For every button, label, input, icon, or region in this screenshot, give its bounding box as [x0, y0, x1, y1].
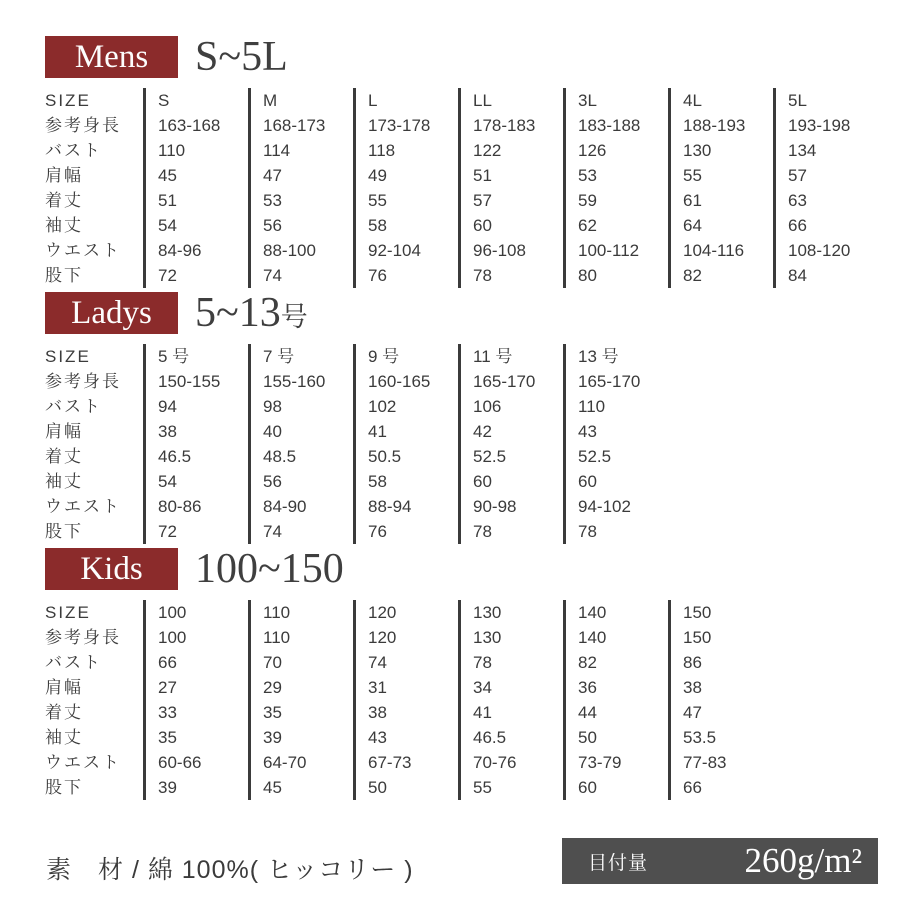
- size-value-cell: 31: [368, 678, 387, 697]
- size-value-cell: 94: [158, 397, 177, 416]
- size-value-cell: 50.5: [368, 447, 402, 466]
- mens-size-column: [458, 88, 563, 288]
- mens-size-column: [248, 88, 353, 288]
- row-label: ウエスト: [45, 753, 121, 772]
- size-value-cell: 53.5: [683, 728, 717, 747]
- size-value-cell: 63: [788, 191, 807, 210]
- fabric-weight-label: 目付量: [588, 852, 649, 874]
- row-label: 袖丈: [45, 216, 83, 235]
- size-value-cell: 50: [578, 728, 597, 747]
- size-value-cell: 35: [158, 728, 177, 747]
- size-value-cell: 60: [578, 778, 597, 797]
- section-ladys-header: [45, 290, 668, 337]
- size-value-cell: 29: [263, 678, 282, 697]
- kids-size-column: [563, 600, 668, 800]
- size-value-cell: 67-73: [368, 753, 412, 772]
- size-value-cell: 73-79: [578, 753, 622, 772]
- kids-badge: Kids: [45, 548, 178, 590]
- size-value-cell: 61: [683, 191, 702, 210]
- size-value-cell: 150-155: [158, 372, 221, 391]
- size-column-header: 11 号: [473, 347, 513, 366]
- size-value-cell: 108-120: [788, 241, 851, 260]
- size-value-cell: 78: [473, 522, 492, 541]
- size-value-cell: 82: [578, 653, 597, 672]
- ladys-size-column: [353, 344, 458, 544]
- size-value-cell: 188-193: [683, 116, 746, 135]
- size-value-cell: 183-188: [578, 116, 641, 135]
- size-value-cell: 140: [578, 628, 607, 647]
- row-label: SIZE: [45, 347, 91, 366]
- size-column-header: L: [368, 91, 378, 110]
- size-value-cell: 42: [473, 422, 492, 441]
- section-mens-header: [45, 34, 878, 81]
- mens-size-column: [668, 88, 773, 288]
- size-value-cell: 50: [368, 778, 387, 797]
- row-label: 股下: [45, 778, 83, 797]
- ladys-size-table: [45, 344, 668, 544]
- kids-size-range: [195, 546, 344, 593]
- size-value-cell: 76: [368, 266, 387, 285]
- size-column-header: 9 号: [368, 347, 400, 366]
- section-kids-header: [45, 546, 773, 593]
- size-value-cell: 70: [263, 653, 282, 672]
- kids-size-column: [143, 600, 248, 800]
- size-value-cell: 44: [578, 703, 597, 722]
- size-value-cell: 51: [158, 191, 177, 210]
- size-value-cell: 155-160: [263, 372, 326, 391]
- material-text: 素 材 / 綿 100%( ヒッコリー ): [46, 856, 414, 884]
- ladys-size-column: [143, 344, 248, 544]
- size-value-cell: 54: [158, 472, 177, 491]
- size-value-cell: 52.5: [473, 447, 507, 466]
- size-value-cell: 193-198: [788, 116, 851, 135]
- size-value-cell: 57: [473, 191, 492, 210]
- size-value-cell: 55: [473, 778, 492, 797]
- size-value-cell: 168-173: [263, 116, 326, 135]
- kids-size-column: [353, 600, 458, 800]
- size-value-cell: 55: [368, 191, 387, 210]
- size-value-cell: 80: [578, 266, 597, 285]
- size-value-cell: 41: [368, 422, 387, 441]
- row-label: 参考身長: [45, 116, 121, 135]
- size-value-cell: 59: [578, 191, 597, 210]
- size-column-header: LL: [473, 91, 492, 110]
- size-value-cell: 46.5: [158, 447, 192, 466]
- size-value-cell: 122: [473, 141, 502, 160]
- mens-size-column: [143, 88, 248, 288]
- size-value-cell: 35: [263, 703, 282, 722]
- size-value-cell: 78: [578, 522, 597, 541]
- size-value-cell: 90-98: [473, 497, 517, 516]
- size-value-cell: 66: [683, 778, 702, 797]
- row-label: 参考身長: [45, 628, 121, 647]
- row-label: 着丈: [45, 191, 83, 210]
- size-value-cell: 110: [578, 397, 606, 416]
- size-value-cell: 165-170: [578, 372, 641, 391]
- size-value-cell: 60: [473, 216, 492, 235]
- size-value-cell: 100: [158, 628, 187, 647]
- size-value-cell: 72: [158, 522, 177, 541]
- size-value-cell: 54: [158, 216, 177, 235]
- size-value-cell: 84-96: [158, 241, 202, 260]
- size-value-cell: 100-112: [578, 241, 640, 260]
- ladys-size-column: [458, 344, 563, 544]
- size-value-cell: 76: [368, 522, 387, 541]
- size-value-cell: 58: [368, 216, 387, 235]
- size-value-cell: 58: [368, 472, 387, 491]
- size-value-cell: 57: [788, 166, 807, 185]
- size-value-cell: 77-83: [683, 753, 727, 772]
- size-value-cell: 47: [683, 703, 702, 722]
- size-value-cell: 80-86: [158, 497, 202, 516]
- size-value-cell: 74: [263, 266, 282, 285]
- row-label: バスト: [45, 653, 102, 672]
- size-value-cell: 72: [158, 266, 177, 285]
- size-value-cell: 39: [158, 778, 177, 797]
- ladys-size-column: [563, 344, 668, 544]
- size-column-header: S: [158, 91, 170, 110]
- size-value-cell: 102: [368, 397, 397, 416]
- size-column-header: M: [263, 91, 278, 110]
- size-column-header: 3L: [578, 91, 597, 110]
- size-value-cell: 64-70: [263, 753, 307, 772]
- size-value-cell: 64: [683, 216, 702, 235]
- ladys-size-column: [248, 344, 353, 544]
- kids-size-column: [248, 600, 353, 800]
- mens-badge: Mens: [45, 36, 178, 78]
- size-value-cell: 34: [473, 678, 492, 697]
- size-column-header: 110: [263, 603, 291, 622]
- size-value-cell: 43: [368, 728, 387, 747]
- size-value-cell: 130: [683, 141, 712, 160]
- size-value-cell: 53: [578, 166, 597, 185]
- size-value-cell: 165-170: [473, 372, 536, 391]
- size-column-header: 150: [683, 603, 712, 622]
- row-label: 着丈: [45, 703, 83, 722]
- size-value-cell: 38: [683, 678, 702, 697]
- size-value-cell: 94-102: [578, 497, 631, 516]
- size-value-cell: 110: [158, 141, 186, 160]
- size-column-header: 5 号: [158, 347, 190, 366]
- size-column-header: 130: [473, 603, 502, 622]
- size-value-cell: 98: [263, 397, 282, 416]
- size-value-cell: 70-76: [473, 753, 517, 772]
- size-column-header: 140: [578, 603, 607, 622]
- row-label: 肩幅: [45, 678, 83, 697]
- mens-size-column: [353, 88, 458, 288]
- mens-size-range-main: S~5L: [195, 34, 288, 81]
- size-value-cell: 60: [578, 472, 597, 491]
- size-value-cell: 92-104: [368, 241, 421, 260]
- size-value-cell: 43: [578, 422, 597, 441]
- size-value-cell: 88-94: [368, 497, 412, 516]
- size-value-cell: 60: [473, 472, 492, 491]
- row-label: SIZE: [45, 603, 91, 622]
- size-value-cell: 38: [158, 422, 177, 441]
- size-value-cell: 74: [368, 653, 387, 672]
- size-value-cell: 82: [683, 266, 702, 285]
- size-column-header: 120: [368, 603, 397, 622]
- size-value-cell: 118: [368, 141, 396, 160]
- size-value-cell: 48.5: [263, 447, 297, 466]
- size-column-header: 13 号: [578, 347, 619, 366]
- section-ladys: [45, 292, 668, 544]
- row-label: 参考身長: [45, 372, 121, 391]
- size-value-cell: 126: [578, 141, 607, 160]
- row-label: ウエスト: [45, 241, 121, 260]
- size-value-cell: 56: [263, 472, 282, 491]
- size-value-cell: 47: [263, 166, 282, 185]
- size-value-cell: 33: [158, 703, 177, 722]
- size-value-cell: 173-178: [368, 116, 431, 135]
- size-value-cell: 130: [473, 628, 502, 647]
- size-value-cell: 114: [263, 141, 291, 160]
- size-column-header: 100: [158, 603, 187, 622]
- size-value-cell: 60-66: [158, 753, 202, 772]
- size-value-cell: 86: [683, 653, 702, 672]
- row-label: 袖丈: [45, 728, 83, 747]
- size-value-cell: 110: [263, 628, 291, 647]
- size-value-cell: 88-100: [263, 241, 316, 260]
- size-value-cell: 106: [473, 397, 502, 416]
- size-value-cell: 66: [788, 216, 807, 235]
- size-value-cell: 45: [263, 778, 282, 797]
- size-value-cell: 55: [683, 166, 702, 185]
- size-value-cell: 120: [368, 628, 397, 647]
- kids-size-column: [668, 600, 773, 800]
- kids-row-labels-column: [45, 600, 143, 800]
- size-value-cell: 52.5: [578, 447, 612, 466]
- ladys-size-range-main: 5~13: [195, 290, 281, 337]
- kids-size-range-main: 100~150: [195, 546, 344, 593]
- fabric-weight-value: 260g/m²: [744, 841, 862, 880]
- row-label: 股下: [45, 266, 83, 285]
- size-value-cell: 62: [578, 216, 597, 235]
- size-value-cell: 53: [263, 191, 282, 210]
- size-value-cell: 39: [263, 728, 282, 747]
- size-value-cell: 84-90: [263, 497, 307, 516]
- size-column-header: 4L: [683, 91, 702, 110]
- row-label: 股下: [45, 522, 83, 541]
- mens-row-labels-column: [45, 88, 143, 288]
- size-value-cell: 96-108: [473, 241, 526, 260]
- size-column-header: 5L: [788, 91, 807, 110]
- size-value-cell: 41: [473, 703, 492, 722]
- size-value-cell: 150: [683, 628, 712, 647]
- ladys-row-labels-column: [45, 344, 143, 544]
- row-label: ウエスト: [45, 497, 121, 516]
- section-mens: [45, 36, 878, 288]
- size-value-cell: 27: [158, 678, 177, 697]
- ladys-size-range-unit: 号: [280, 302, 308, 333]
- size-value-cell: 104-116: [683, 241, 745, 260]
- row-label: バスト: [45, 397, 102, 416]
- size-value-cell: 74: [263, 522, 282, 541]
- size-value-cell: 178-183: [473, 116, 536, 135]
- kids-size-column: [458, 600, 563, 800]
- size-value-cell: 40: [263, 422, 282, 441]
- fabric-weight-box: [562, 838, 878, 884]
- size-value-cell: 163-168: [158, 116, 221, 135]
- size-value-cell: 56: [263, 216, 282, 235]
- row-label: 袖丈: [45, 472, 83, 491]
- size-value-cell: 45: [158, 166, 177, 185]
- size-value-cell: 36: [578, 678, 597, 697]
- size-value-cell: 49: [368, 166, 387, 185]
- kids-size-table: [45, 600, 773, 800]
- size-value-cell: 46.5: [473, 728, 507, 747]
- size-value-cell: 51: [473, 166, 492, 185]
- size-value-cell: 134: [788, 141, 817, 160]
- size-value-cell: 66: [158, 653, 177, 672]
- ladys-size-range: [195, 290, 308, 337]
- row-label: 肩幅: [45, 422, 83, 441]
- row-label: SIZE: [45, 91, 91, 110]
- row-label: 肩幅: [45, 166, 83, 185]
- row-label: 着丈: [45, 447, 83, 466]
- mens-size-table: [45, 88, 878, 288]
- size-value-cell: 84: [788, 266, 807, 285]
- size-value-cell: 38: [368, 703, 387, 722]
- size-value-cell: 78: [473, 266, 492, 285]
- mens-size-column: [563, 88, 668, 288]
- section-kids: [45, 548, 773, 800]
- size-value-cell: 78: [473, 653, 492, 672]
- size-column-header: 7 号: [263, 347, 295, 366]
- size-value-cell: 160-165: [368, 372, 431, 391]
- row-label: バスト: [45, 141, 102, 160]
- ladys-badge: Ladys: [45, 292, 178, 334]
- mens-size-column: [773, 88, 878, 288]
- mens-size-range: [195, 34, 288, 81]
